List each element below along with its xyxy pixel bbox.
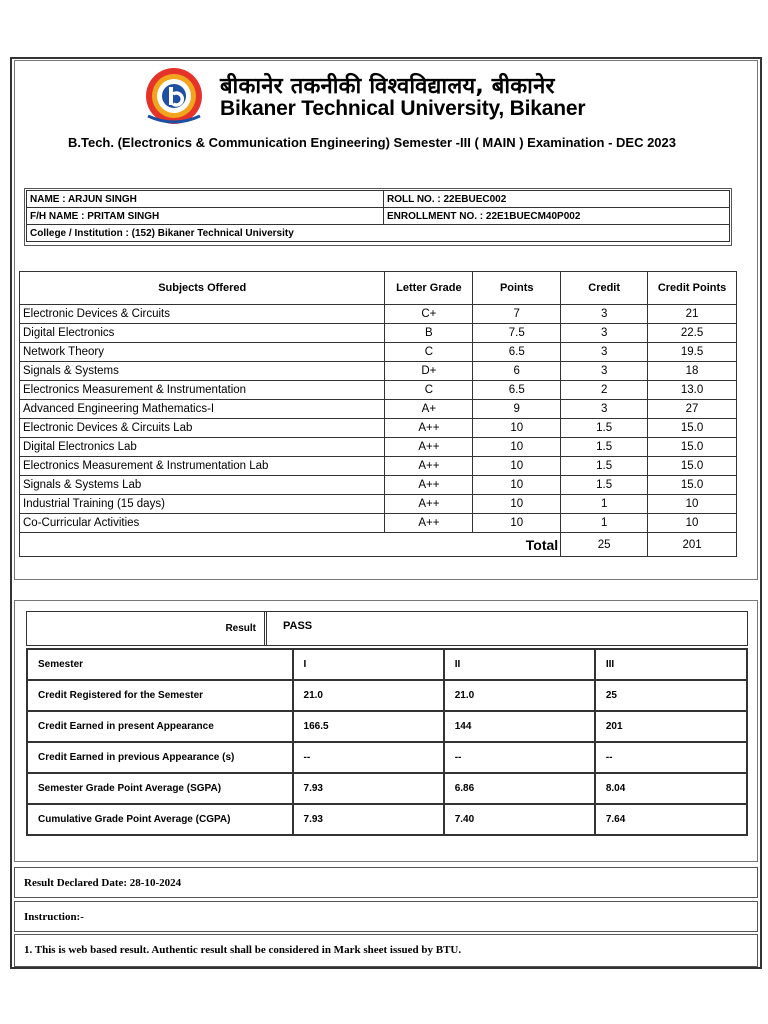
grade-points: 6.5 [473,343,561,362]
credit-points: 15.0 [648,457,737,476]
subject-name: Co-Curricular Activities [20,514,385,533]
credit: 1.5 [561,419,648,438]
subject-name: Advanced Engineering Mathematics-I [20,400,385,419]
father-name: F/H NAME : PRITAM SINGH [27,208,384,225]
letter-grade: A++ [385,419,473,438]
credit-points: 15.0 [648,438,737,457]
sem2-value: 21.0 [444,680,595,711]
result-label: Result [27,612,267,645]
semester-1: I [293,649,444,680]
sem1-value: 7.93 [293,773,444,804]
sem1-value: -- [293,742,444,773]
sem1-value: 21.0 [293,680,444,711]
col-credit-points: Credit Points [648,272,737,305]
sem1-value: 7.93 [293,804,444,835]
student-name: NAME : ARJUN SINGH [27,191,384,208]
university-name-english: Bikaner Technical University, Bikaner [220,97,586,120]
total-credit-points: 201 [648,533,737,557]
subject-name: Electronic Devices & Circuits [20,305,385,324]
subject-name: Digital Electronics Lab [20,438,385,457]
sem3-value: 8.04 [595,773,747,804]
total-row [20,533,737,557]
table-row [20,343,737,362]
enrollment-number: ENROLLMENT NO. : 22E1BUECM40P002 [384,208,730,225]
credit: 3 [561,362,648,381]
table-row [20,438,737,457]
sem3-value: 25 [595,680,747,711]
table-row [20,476,737,495]
credit: 3 [561,305,648,324]
credit-points: 27 [648,400,737,419]
table-row [27,680,747,711]
row-label: Credit Earned in present Appearance [27,711,293,742]
row-label: Credit Earned in previous Appearance (s) [27,742,293,773]
total-label: Total [20,533,561,557]
sem1-value: 166.5 [293,711,444,742]
credit-points: 10 [648,495,737,514]
university-name-hindi: बीकानेर तकनीकी विश्वविद्यालय, बीकानेर [220,74,555,99]
table-row [27,804,747,835]
row-label: Cumulative Grade Point Average (CGPA) [27,804,293,835]
student-info-table [26,190,730,242]
grade-points: 7 [473,305,561,324]
credit-points: 22.5 [648,324,737,343]
university-emblem-icon [138,66,210,126]
table-row [20,495,737,514]
marks-header-row [20,272,737,305]
sem3-value: -- [595,742,747,773]
credit: 3 [561,324,648,343]
grade-points: 6.5 [473,381,561,400]
col-credit: Credit [561,272,648,305]
grade-points: 9 [473,400,561,419]
table-row [20,400,737,419]
subject-name: Electronics Measurement & Instrumentation [20,381,385,400]
credit: 1.5 [561,457,648,476]
instruction-header-row [14,901,758,932]
marks-table [19,271,737,557]
letter-grade: A++ [385,476,473,495]
subject-name: Electronics Measurement & Instrumentation Lab [20,457,385,476]
credit-points: 18 [648,362,737,381]
credit-points: 15.0 [648,476,737,495]
table-row [27,742,747,773]
credit-points: 21 [648,305,737,324]
letter-grade: A++ [385,514,473,533]
letter-grade: C [385,381,473,400]
sem3-value: 7.64 [595,804,747,835]
row-label: Credit Registered for the Semester [27,680,293,711]
table-row [20,457,737,476]
letter-grade: A++ [385,438,473,457]
table-row [20,324,737,343]
exam-title: B.Tech. (Electronics & Communication Engineering) Semester -III ( MAIN ) Examination - DEC 2023 [68,135,676,150]
result-box [26,611,748,646]
credit-points: 15.0 [648,419,737,438]
subject-name: Signals & Systems [20,362,385,381]
subject-name: Electronic Devices & Circuits Lab [20,419,385,438]
grade-points: 10 [473,495,561,514]
row-label: Semester Grade Point Average (SGPA) [27,773,293,804]
letter-grade: A++ [385,457,473,476]
subject-name: Signals & Systems Lab [20,476,385,495]
roll-number: ROLL NO. : 22EBUEC002 [384,191,730,208]
sem3-value: 201 [595,711,747,742]
grade-points: 10 [473,514,561,533]
table-row [20,305,737,324]
semester-header-row [27,649,747,680]
sem2-value: 6.86 [444,773,595,804]
col-subjects: Subjects Offered [20,272,385,305]
grade-points: 6 [473,362,561,381]
col-letter-grade: Letter Grade [385,272,473,305]
credit-points: 13.0 [648,381,737,400]
semester-label: Semester [27,649,293,680]
grade-points: 7.5 [473,324,561,343]
letter-grade: A+ [385,400,473,419]
table-row [20,419,737,438]
college-name: College / Institution : (152) Bikaner Technical University [27,225,730,242]
subject-name: Digital Electronics [20,324,385,343]
col-points: Points [473,272,561,305]
grade-points: 10 [473,457,561,476]
result-declared-row [14,867,758,898]
table-row [27,711,747,742]
letter-grade: D+ [385,362,473,381]
instruction-label: Instruction:- [24,911,84,923]
table-row [20,381,737,400]
credit: 1 [561,495,648,514]
total-credit: 25 [561,533,648,557]
letter-grade: A++ [385,495,473,514]
credit-points: 19.5 [648,343,737,362]
grade-points: 10 [473,419,561,438]
letter-grade: B [385,324,473,343]
credit: 3 [561,343,648,362]
letter-grade: C+ [385,305,473,324]
subject-name: Industrial Training (15 days) [20,495,385,514]
table-row [20,514,737,533]
credit: 1 [561,514,648,533]
credit: 1.5 [561,438,648,457]
instruction-text: 1. This is web based result. Authentic result shall be considered in Mark sheet issued by BTU. [24,944,462,956]
credit: 3 [561,400,648,419]
credit: 2 [561,381,648,400]
grade-points: 10 [473,476,561,495]
letter-grade: C [385,343,473,362]
semester-2: II [444,649,595,680]
subject-name: Network Theory [20,343,385,362]
result-declared-date: Result Declared Date: 28-10-2024 [24,877,182,889]
credit-points: 10 [648,514,737,533]
sem2-value: 7.40 [444,804,595,835]
credit: 1.5 [561,476,648,495]
result-value: PASS [283,620,313,632]
sem2-value: 144 [444,711,595,742]
table-row [20,362,737,381]
sem2-value: -- [444,742,595,773]
semester-summary-table [26,648,748,836]
table-row [27,773,747,804]
instruction-row [14,934,758,967]
semester-3: III [595,649,747,680]
grade-points: 10 [473,438,561,457]
